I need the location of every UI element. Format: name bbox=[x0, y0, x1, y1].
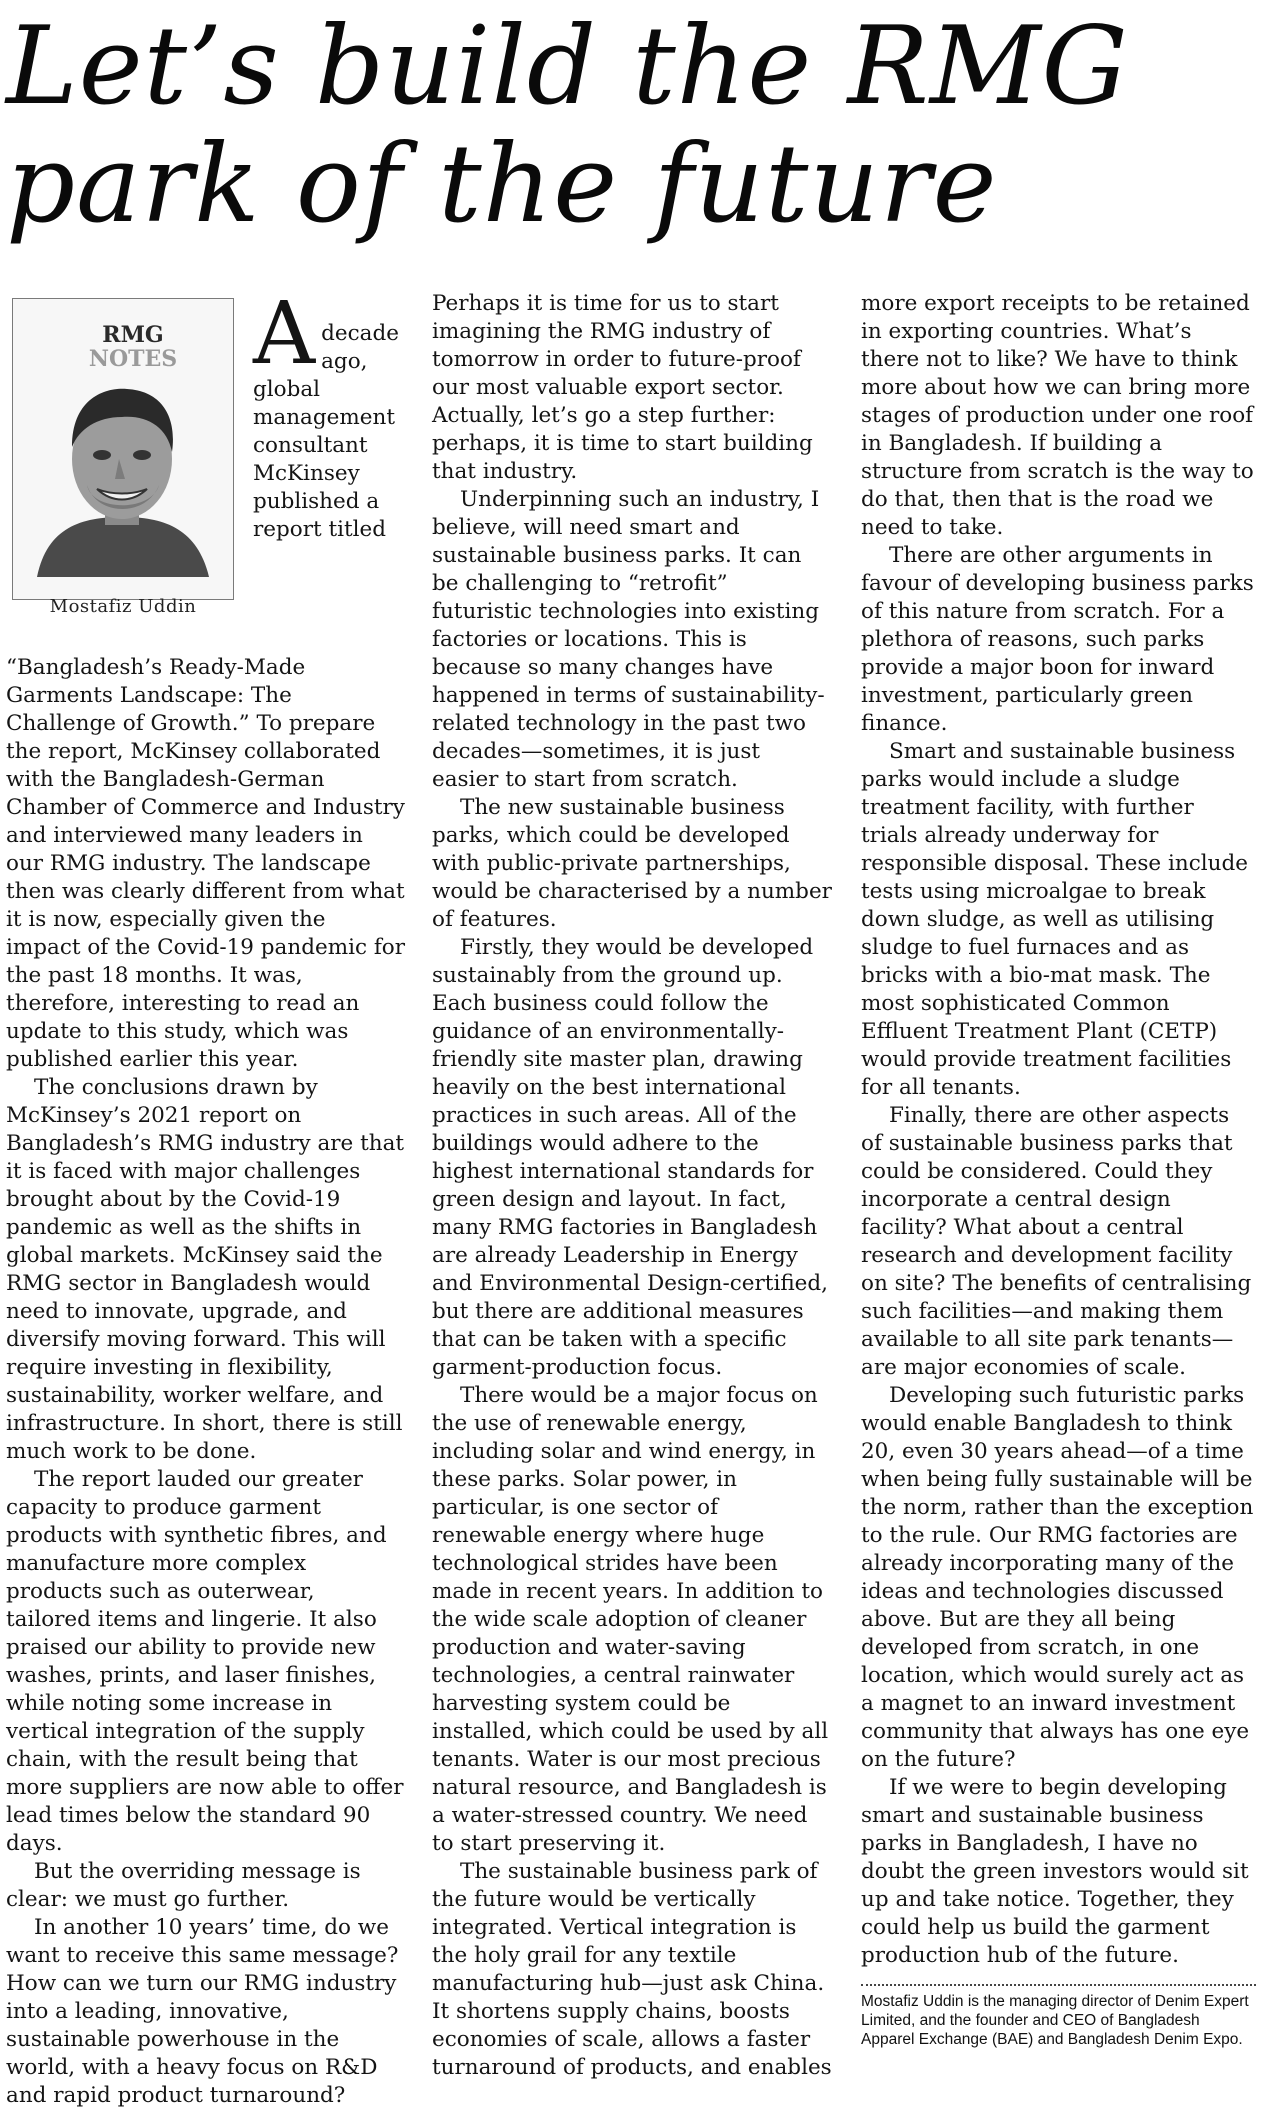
author-portrait bbox=[27, 367, 217, 577]
paragraph: There would be a major focus on the use of renewable energy, including solar and wind energy, in these parks. Solar power, in particular, is one sector of renewable energy where huge technological strides have been made in recent years. In addition to the wide scale adoption of cleaner production and water-saving technologies, a central rainwater harvesting system could be installed, which could be used by all tenants. Water is our most precious natural resource, and Bangladesh is a water-stressed country. We need to start preserving it. bbox=[432, 1383, 829, 1856]
paragraph: Developing such futuristic parks would enable Bangladesh to think 20, even 30 years ahead—of a time when being fully sustainable will be the norm, rather than the exception to the rule. Our RMG factories are already incorporating many of the ideas and technologies discussed above. But are they all being developed from scratch, in one location, which would surely act as a magnet to an inward investment community that always has one eye on the future? bbox=[861, 1383, 1254, 1772]
paragraph: The report lauded our greater capacity to produce garment products with synthetic fibres, and manufacture more complex products such as outerwear, tailored items and lingerie. It also praised our ability to provide new washes, prints, and laser finishes, while noting some increase in vertical integration of the supply chain, with the result being that more suppliers are now able to offer lead times below the standard 90 days. bbox=[6, 1467, 404, 1856]
paragraph-intro: Adecade ago, global management consultant McKinsey published a report titled “Bangladesh’s Ready-Made Garments Landscape: The Challenge of Growth.” To prepare the report, McKinsey collaborated with the Bangladesh-German Chamber of Commerce and Industry and interviewed many leaders in our RMG industry. The landscape then was clearly different from what it is now, especially given the impact of the Covid-19 pandemic for the past 18 months. It was, therefore, interesting to read an update to this study, which was published earlier this year. bbox=[6, 284, 406, 1072]
paragraph: In another 10 years’ time, do we want to receive this same message? How can we turn our RMG industry into a leading, innovative, sustainable powerhouse in the world, with a heavy focus on R&D and rapid product turnaround? bbox=[6, 1915, 399, 2108]
paragraph: There are other arguments in favour of developing business parks of this nature from scratch. For a plethora of reasons, such parks provide a major boon for inward investment, particularly green finance. bbox=[861, 543, 1254, 736]
paragraph: The conclusions drawn by McKinsey’s 2021 report on Bangladesh’s RMG industry are that it is faced with major challenges brought about by the Covid-19 pandemic as well as the shifts in global markets. McKinsey said the RMG sector in Bangladesh would need to innovate, upgrade, and diversify moving forward. This will require investing in flexibility, sustainability, worker welfare, and infrastructure. In short, there is still much work to be done. bbox=[6, 1075, 405, 1464]
paragraph: Perhaps it is time for us to start imagining the RMG industry of tomorrow in order to future-proof our most valuable export sector. Actually, let’s go a step further: perhaps, it is time to start building that industry. bbox=[432, 291, 813, 484]
article-column-2 bbox=[432, 290, 832, 2080]
paragraph: But the overriding message is clear: we must go further. bbox=[6, 1859, 361, 1912]
article-column-1 bbox=[6, 284, 406, 2108]
column-title-line2: NOTES bbox=[88, 346, 178, 372]
paragraph: If we were to begin developing smart and sustainable business parks in Bangladesh, I have no doubt the green investors would sit up and take notice. Together, they could help us build the garment production hub of the future. bbox=[861, 1775, 1249, 1968]
article-headline: Let’s build the RMG park of the future bbox=[6, 4, 1129, 247]
paragraph: more export receipts to be retained in exporting countries. What’s there not to like? We have to think more about how we can bring more stages of production under one roof in Bangladesh. If building a structure from scratch is the way to do that, then that is the road we need to take. bbox=[861, 291, 1254, 540]
author-photo-box bbox=[12, 298, 234, 617]
column-title bbox=[83, 323, 183, 371]
paragraph: Smart and sustainable business parks would include a sludge treatment facility, with further trials already underway for responsible disposal. These include tests using microalgae to break down sludge, as well as utilising sludge to fuel furnaces and as bricks with a bio-mat mask. The most sophisticated Common Effluent Treatment Plant (CETP) would provide treatment facilities for all tenants. bbox=[861, 739, 1248, 1100]
column-title-line1: RMG bbox=[102, 322, 164, 348]
paragraph: The new sustainable business parks, which could be developed with public-private partnerships, would be characterised by a number of features. bbox=[432, 795, 832, 932]
paragraph: Underpinning such an industry, I believe, will need smart and sustainable business parks. It can be challenging to “retrofit” futuristic technologies into existing factories or locations. This is because so many changes have happened in terms of sustainability-related technology in the past two decades—sometimes, it is just easier to start from scratch. bbox=[432, 487, 825, 792]
article-column-3 bbox=[861, 290, 1256, 2048]
paragraph: Finally, there are other aspects of sustainable business parks that could be considered. Could they incorporate a central design facility? What about a central research and development facility on site? The benefits of centralising such facilities—and making them available to all site park tenants—are major economies of scale. bbox=[861, 1103, 1252, 1380]
author-byline: Mostafiz Uddin bbox=[49, 596, 197, 617]
paragraph: The sustainable business park of the future would be vertically integrated. Vertical integration is the holy grail for any textile manufacturing hub—just ask China. It shortens supply chains, boosts economies of scale, allows a faster turnaround of products, and enables bbox=[432, 1859, 832, 2080]
author-note-divider bbox=[861, 1984, 1256, 2049]
paragraph: Firstly, they would be developed sustainably from the ground up. Each business could follow the guidance of an environmentally-friendly site master plan, drawing heavily on the best international practices in such areas. All of the buildings would adhere to the highest international standards for green design and layout. In fact, many RMG factories in Bangladesh are already Leadership in Energy and Environmental Design-certified, but there are additional measures that can be taken with a specific garment-production focus. bbox=[432, 935, 828, 1380]
author-note: Mostafiz Uddin is the managing director of Denim Expert Limited, and the founder and CEO of Bangladesh Apparel Exchange (BAE) and Bangladesh Denim Expo. bbox=[861, 1993, 1249, 2048]
drop-cap: A bbox=[253, 284, 316, 384]
column-badge bbox=[6, 292, 249, 654]
